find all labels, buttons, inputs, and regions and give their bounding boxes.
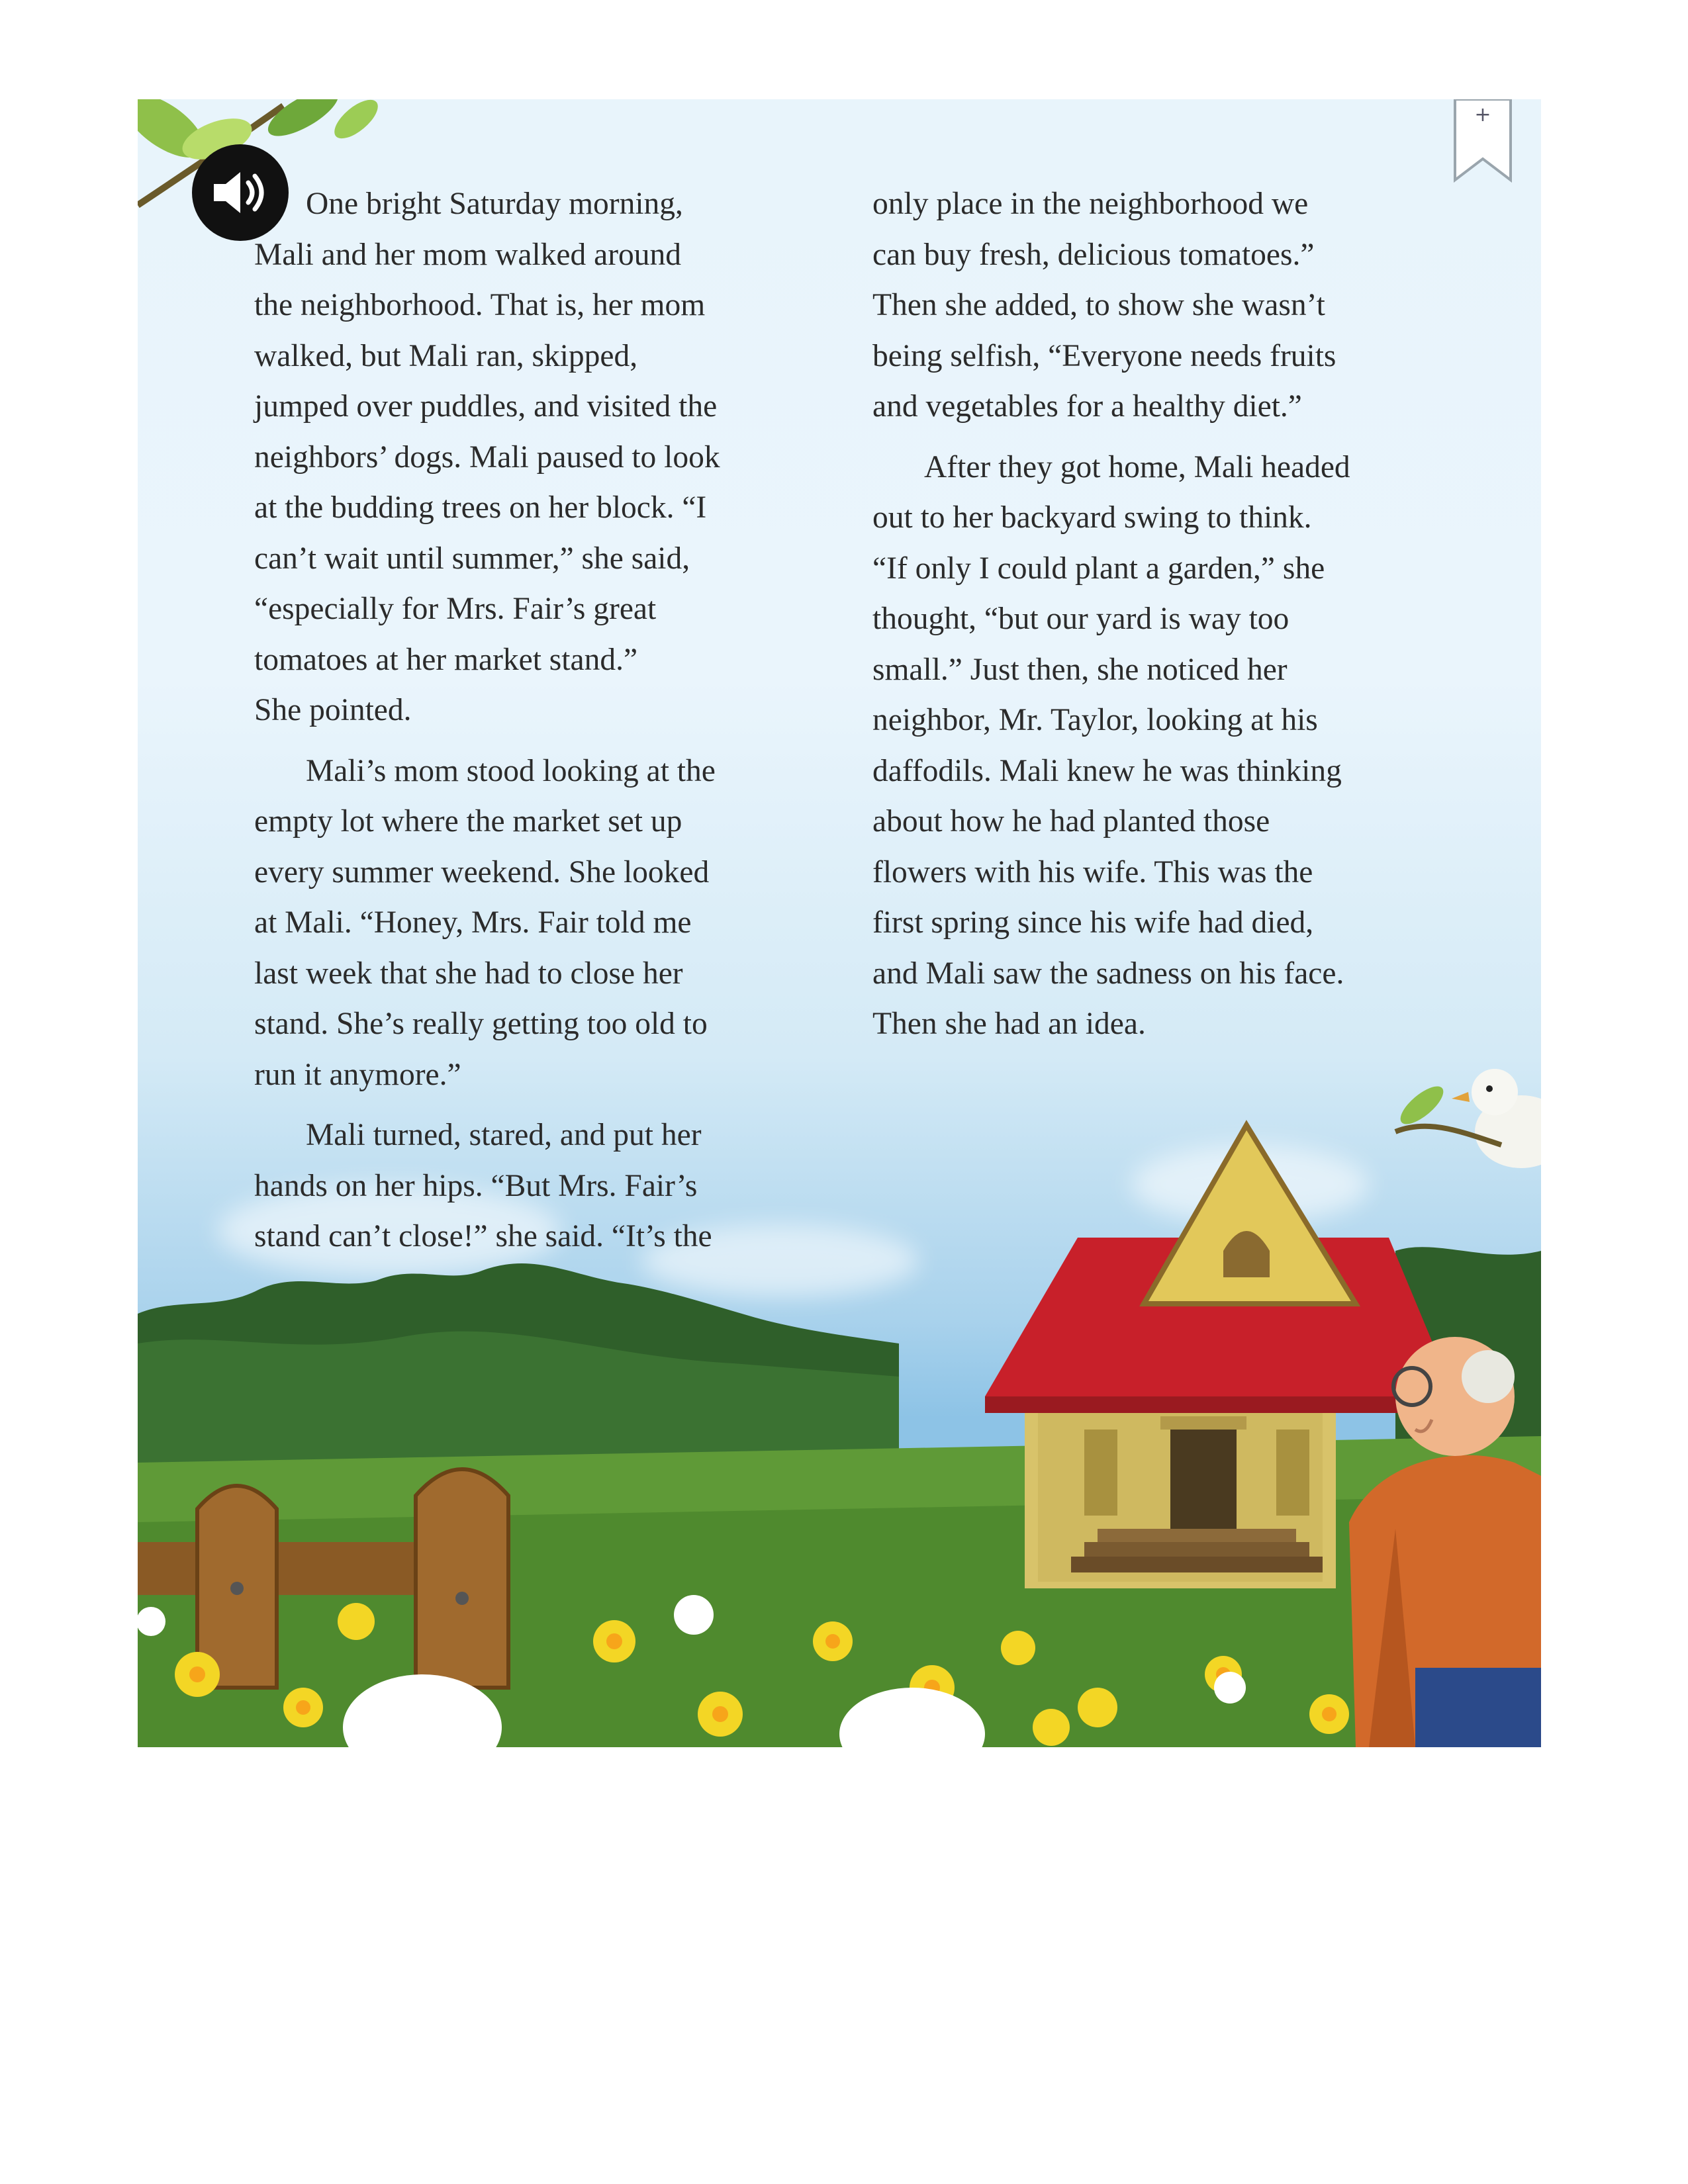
paragraph	[254, 1110, 837, 1262]
story-page	[138, 99, 1541, 1747]
text-line: Mali turned, stared, and put her	[306, 1118, 702, 1152]
text-line: stand. She’s really getting too old to	[254, 1007, 708, 1041]
text-line: “especially for Mrs. Fair’s great	[254, 592, 657, 626]
text-line: After they got home, Mali headed	[924, 449, 1350, 484]
story-column-left	[254, 179, 837, 1272]
text-line: flowers with his wife. This was the	[872, 854, 1313, 889]
wooden-fence	[138, 1469, 508, 1688]
text-line: hands on her hips. “But Mrs. Fair’s	[254, 1168, 698, 1203]
text-line: at Mali. “Honey, Mrs. Fair told me	[254, 905, 692, 940]
text-line: only place in the neighborhood we	[872, 187, 1309, 221]
text-line: and vegetables for a healthy diet.”	[872, 389, 1302, 424]
text-line: about how he had planted those	[872, 804, 1270, 839]
text-line: daffodils. Mali knew he was thinking	[872, 753, 1342, 788]
text-line: run it anymore.”	[254, 1057, 461, 1092]
text-line: One bright Saturday morning,	[306, 187, 683, 221]
text-line: Mali and her mom walked around	[254, 237, 682, 272]
paragraph	[254, 179, 837, 736]
text-line: Then she had an idea.	[872, 1007, 1146, 1041]
tree-line	[138, 1263, 899, 1555]
text-line: can’t wait until summer,” she said,	[254, 541, 690, 576]
text-line: She pointed.	[254, 693, 412, 727]
text-line: neighbor, Mr. Taylor, looking at his	[872, 703, 1318, 737]
text-line: Then she added, to show she wasn’t	[872, 288, 1325, 322]
text-line: jumped over puddles, and visited the	[254, 389, 718, 424]
text-line: at the budding trees on her block. “I	[254, 490, 707, 525]
bird	[1395, 1069, 1541, 1168]
text-line: empty lot where the market set up	[254, 804, 682, 839]
story-column-right	[872, 179, 1501, 1060]
text-line: neighbors’ dogs. Mali paused to look	[254, 439, 720, 475]
text-line: Mali’s mom stood looking at the	[306, 753, 716, 788]
text-line: thought, “but our yard is way too	[872, 602, 1289, 636]
text-line: the neighborhood. That is, her mom	[254, 288, 706, 322]
text-line: tomatoes at her market stand.”	[254, 642, 638, 677]
text-line: out to her backyard swing to think.	[872, 500, 1312, 535]
mr-taylor	[1349, 1337, 1541, 1747]
text-line: small.” Just then, she noticed her	[872, 652, 1288, 687]
text-line: “If only I could plant a garden,” she	[872, 551, 1325, 586]
paragraph	[254, 746, 837, 1101]
text-line: can buy fresh, delicious tomatoes.”	[872, 237, 1315, 272]
text-line: walked, but Mali ran, skipped,	[254, 338, 638, 373]
text-line: being selfish, “Everyone needs fruits	[872, 338, 1336, 373]
bookmark-add-symbol: +	[1474, 103, 1491, 126]
text-line: stand can’t close!” she said. “It’s the	[254, 1219, 712, 1253]
flowers	[138, 1595, 1349, 1747]
text-line: every summer weekend. She looked	[254, 854, 710, 889]
text-line: and Mali saw the sadness on his face.	[872, 956, 1344, 991]
bookmark-button[interactable]	[1452, 99, 1513, 183]
paragraph	[872, 179, 1501, 432]
grass-field	[138, 1436, 1541, 1747]
text-line: last week that she had to close her	[254, 956, 683, 991]
paragraph	[872, 442, 1501, 1050]
cloud	[1131, 1145, 1369, 1224]
text-line: first spring since his wife had died,	[872, 905, 1314, 940]
